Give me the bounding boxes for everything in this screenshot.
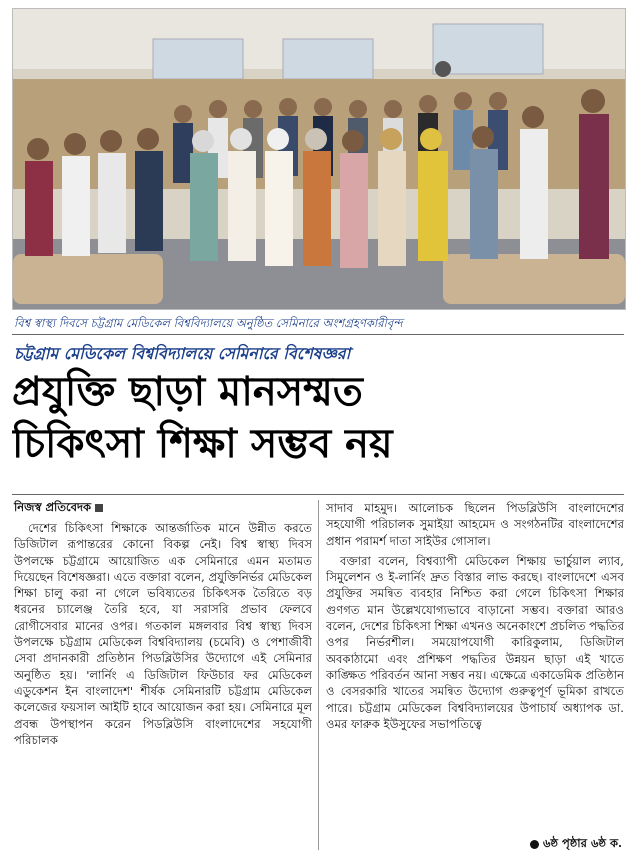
article-column-right <box>326 500 624 830</box>
reporter-name: নিজস্ব প্রতিবেদক <box>14 500 92 514</box>
column-divider <box>318 500 319 850</box>
reporter-byline <box>14 499 103 518</box>
article-paragraph: দেশের চিকিৎসা শিক্ষাকে আন্তর্জাতিক মানে উন্নীত করতে ডিজিটাল রূপান্তরের কোনো বিকল্প নেই। বিশ্ব স্বাস্থ্য দিবস উপলক্ষে চট্টগ্রামে আয়োজিত এক সেমিনারে এমন মতামত দিয়েছেন বিশেষজ্ঞরা। এতে বক্তারা বলেন, প্রযুক্তিনির্ভর মেডিকেল শিক্ষা চালু করা না গেলে ভবিষ্যতের চিকিৎসক তৈরিতে বড় ধরনের চ্যালেঞ্জ তৈরি হবে, যা সরাসরি প্রভাব ফেলবে রোগীসেবার মানের ওপর। গতকাল মঙ্গলবার বিশ্ব স্বাস্থ্য দিবস উপলক্ষে চট্টগ্রাম মেডিকেল বিশ্ববিদ্যালয় (চমেবি) ও পেশাজীবী সেবা প্রদানকারী প্রতিষ্ঠান পিডব্লিউসির উদ্যোগে এই সেমিনার অনুষ্ঠিত হয়। 'লার্নিং এ ডিজিটাল ফিউচার ফর মেডিকেল এডুকেশন ইন বাংলাদেশ' শীর্ষক সেমিনারটি চট্টগ্রাম মেডিকেল কলেজের ফয়সাল আইটি হাবে আয়োজন করা হয়। সেমিনারে মূল প্রবন্ধ উপস্থাপন করেন পিডব্লিউসি বাংলাদেশের সহযোগী পরিচালক <box>14 521 312 747</box>
headline-line-2: চিকিৎসা শিক্ষা সম্ভব নয় <box>12 420 393 467</box>
article-column-left <box>14 520 312 845</box>
kicker-headline: চট্টগ্রাম মেডিকেল বিশ্ববিদ্যালয়ে সেমিনারে বিশেষজ্ঞরা <box>14 344 351 363</box>
group-photo-illustration <box>13 9 625 309</box>
headline-divider <box>12 494 624 495</box>
caption-divider <box>12 334 624 335</box>
article-paragraph: সাদাব মাহমুদ। আলোচক ছিলেন পিডব্লিউসি বাংলাদেশের সহযোগী পরিচালক সুমাইয়া আহমেদ ও সংগঠনটির বাংলাদেশের প্রধান পরামর্শ দাতা সাইউর গোসাল। <box>326 501 624 548</box>
continued-on-page <box>530 835 622 854</box>
bullet-icon <box>530 840 539 849</box>
photo-caption: বিশ্ব স্বাস্থ্য দিবসে চট্টগ্রাম মেডিকেল বিশ্ববিদ্যালয়ে অনুষ্ঠিত সেমিনারে অংশগ্রহণকারীবৃন্দ <box>14 316 403 330</box>
headline-line-1: প্রযুক্তি ছাড়া মানসম্মত <box>12 368 363 415</box>
continued-text: ৬ষ্ঠ পৃষ্ঠার ৬ষ্ঠ ক. <box>543 836 622 850</box>
article-paragraph: বক্তারা বলেন, বিশ্বব্যাপী মেডিকেল শিক্ষায় ভার্চুয়াল ল্যাব, সিমুলেশন ও ই-লার্নিং দ্রুত বিস্তার লাভ করছে। বাংলাদেশে এসব প্রযুক্তির সমন্বিত ব্যবহার নিশ্চিত করা গেলে চিকিৎসা শিক্ষার গুণগত মান উল্লেখযোগ্যভাবে বাড়ানো সম্ভব। বক্তারা আরও বলেন, দেশের চিকিৎসা শিক্ষা এখনও অনেকাংশে প্রচলিত পদ্ধতির ওপর নির্ভরশীল। সময়োপযোগী কারিকুলাম, ডিজিটাল অবকাঠামো এবং প্রশিক্ষণ পদ্ধতির উন্নয়ন ছাড়া এই খাতে কাঙ্ক্ষিত পরিবর্তন আনা সম্ভব নয়। এক্ষেত্রে একাডেমিক প্রতিষ্ঠান ও বেসরকারি খাতের সমন্বিত উদ্যোগ গুরুত্বপূর্ণ ভূমিকা রাখতে পারে। চট্টগ্রাম মেডিকেল বিশ্ববিদ্যালয়ের উপাচার্য অধ্যাপক ডা. ওমর ফারুক ইউসুফের সভাপতিত্বে <box>326 553 624 731</box>
news-photo <box>12 8 626 310</box>
main-headline <box>12 366 624 470</box>
byline-square-icon <box>95 504 103 512</box>
